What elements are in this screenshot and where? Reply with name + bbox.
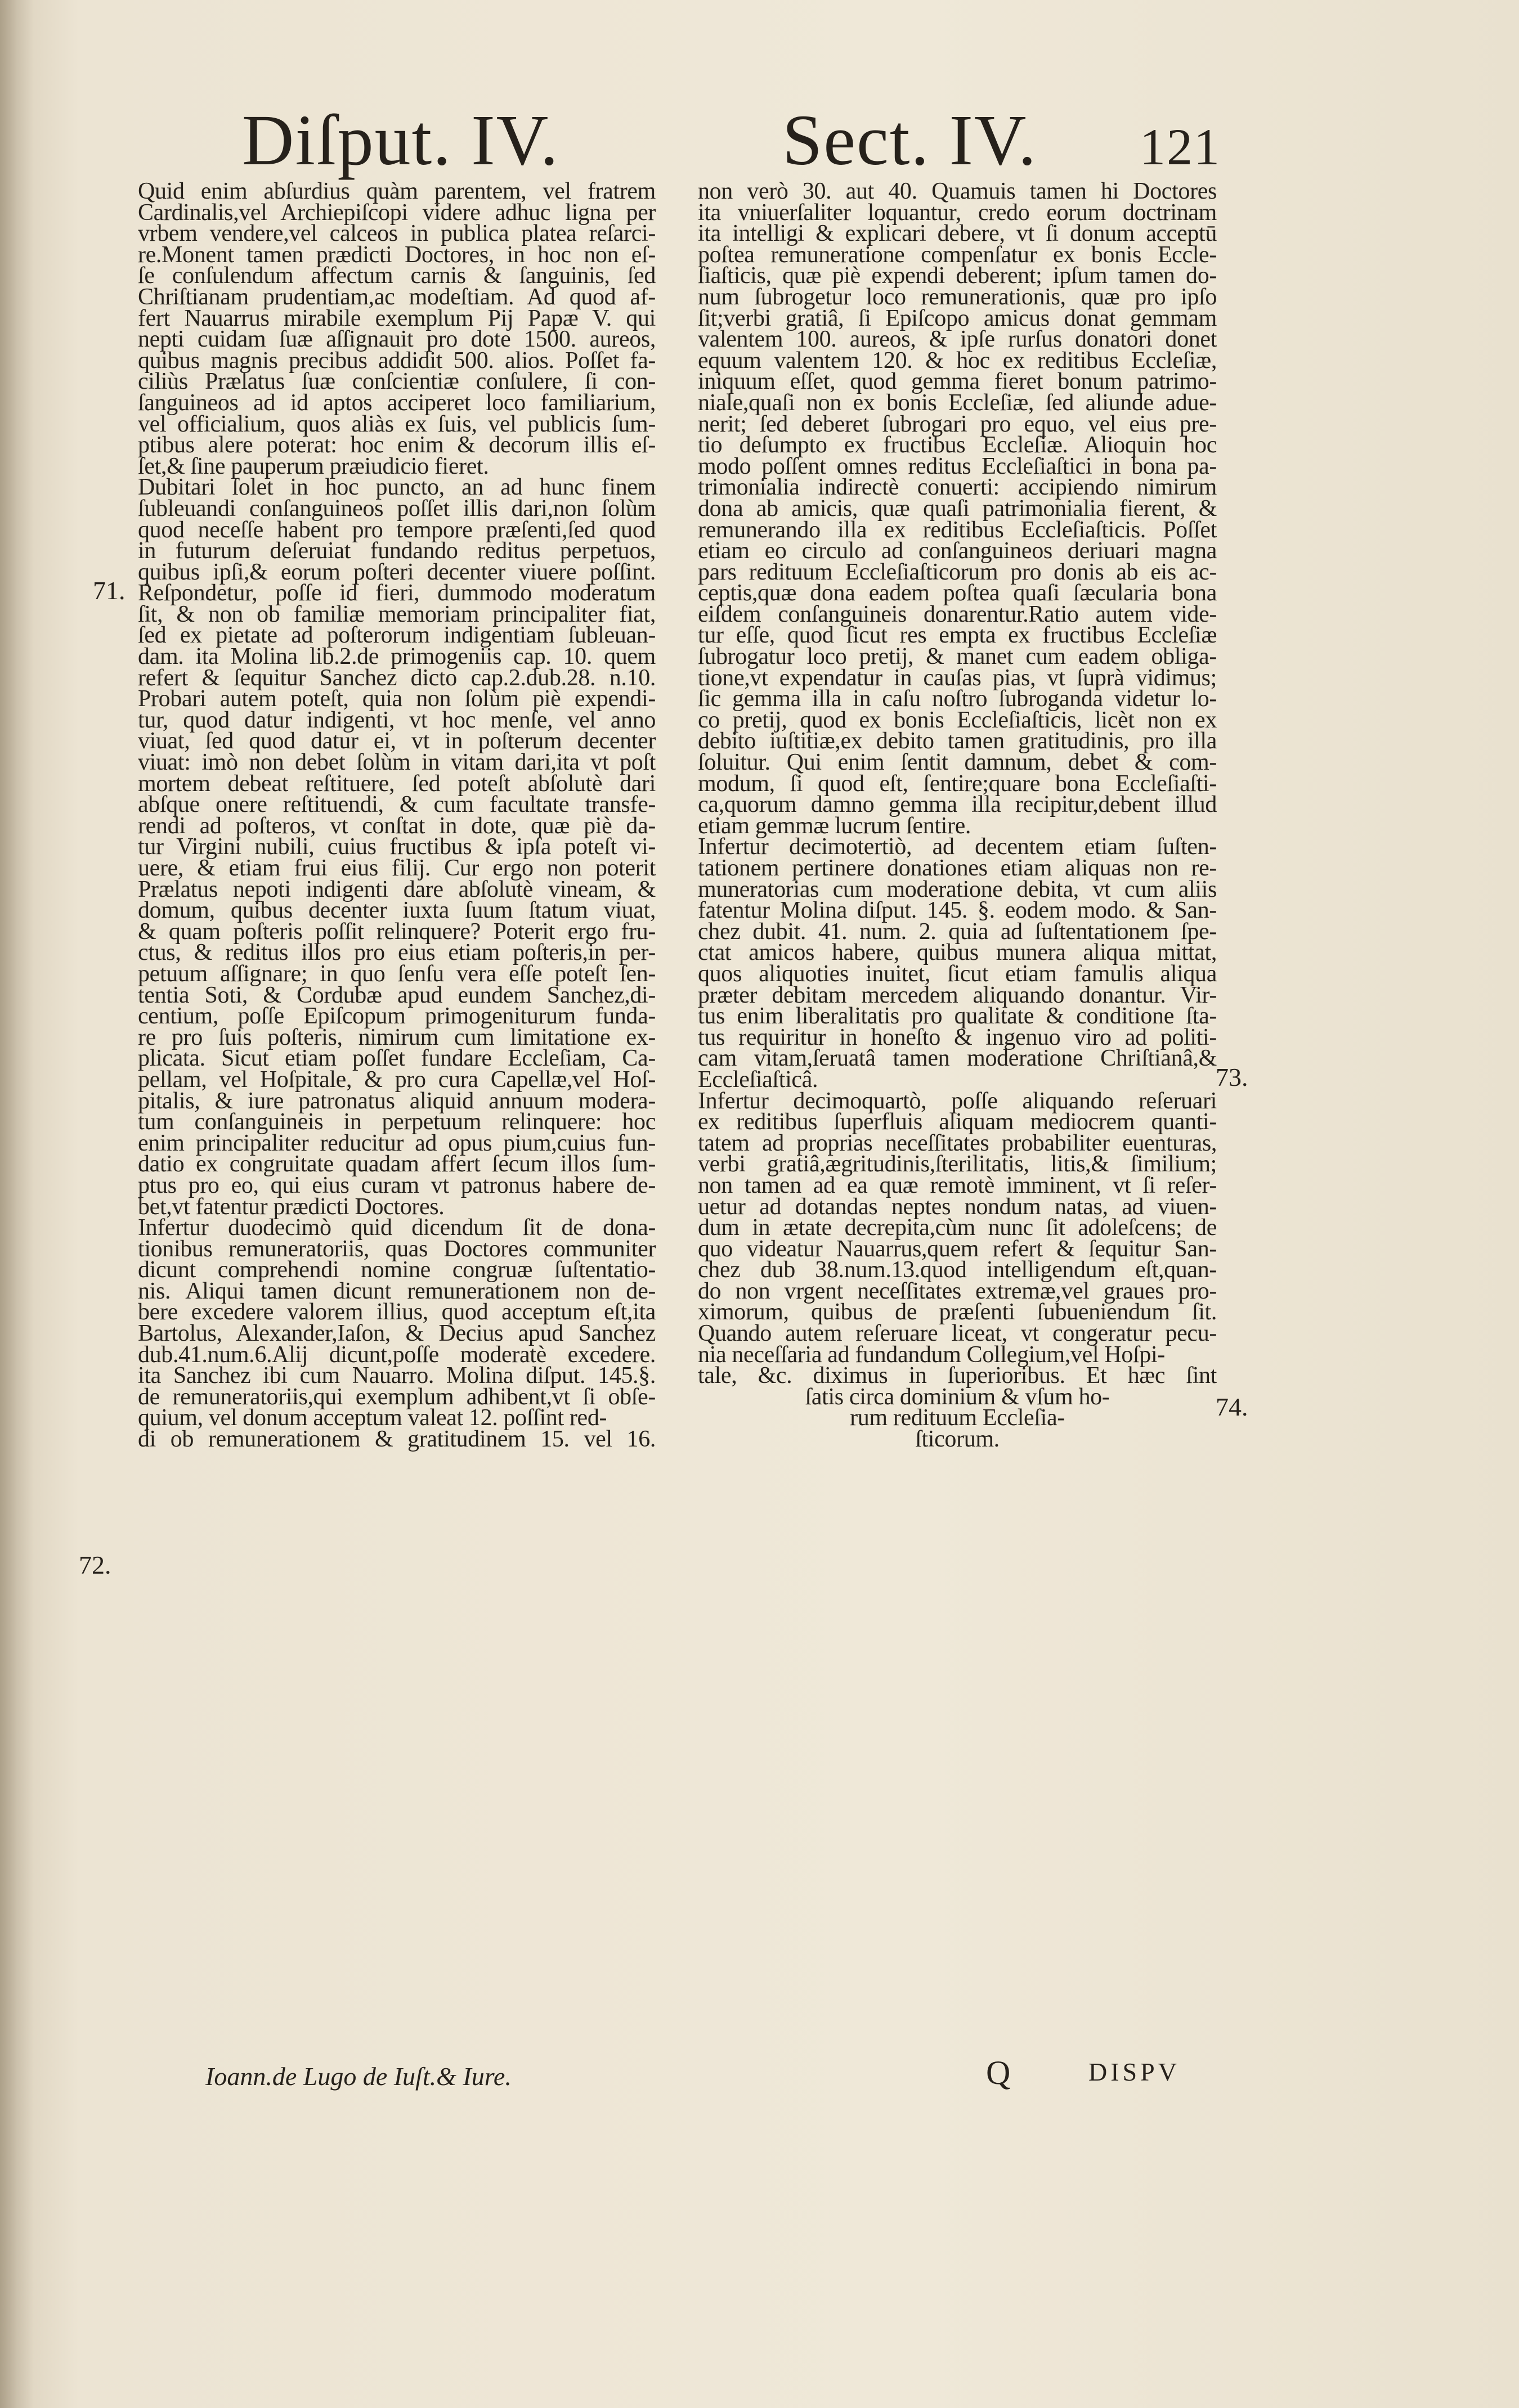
text-line: verbi gratiâ,ægritudinis,ſterilitatis, litis,& ſimilium; xyxy=(698,1151,1217,1178)
left-column xyxy=(138,178,656,1453)
text-line: vrbem vendere,vel calceos in publica platea reſarci- xyxy=(138,221,656,247)
text-line: quod neceſſe habent pro tempore præſenti,ſed quod xyxy=(138,516,656,543)
text-line: Eccleſiaſticâ. xyxy=(698,1066,818,1093)
text-line: rendi ad poſteros, vt conſtat in dote, quæ piè da- xyxy=(138,812,656,839)
text-line: valentem 100. aureos, & ipſe rurſus donatori donet xyxy=(698,326,1217,353)
text-line: ptibus alere poterat: hoc enim & decorum illis eſ- xyxy=(138,432,656,459)
text-line: ſed ex pietate ad poſterorum indigentiam ſubleuan- xyxy=(138,622,656,649)
text-line: uere, & etiam frui eius filij. Cur ergo non poterit xyxy=(138,855,656,881)
text-line: uetur ad dotandas neptes nondum natas, ad viuen- xyxy=(698,1193,1217,1220)
text-line: tus requiritur in honeſto & ingenuo viro ad politi- xyxy=(698,1024,1217,1050)
text-line: tio deſumpto ex fructibus Eccleſiæ. Alioquin hoc xyxy=(698,432,1217,459)
text-line: præter debitam mercedem aliquando donantur. Vir- xyxy=(698,982,1217,1008)
text-line: tur Virgini nubili, cuius fructibus & ipſa poteſt vi- xyxy=(138,834,656,860)
right-column xyxy=(698,178,1217,1453)
text-line: eiſdem conſanguineis donarentur.Ratio autem vide- xyxy=(698,601,1217,627)
text-line: di ob remunerationem & gratitudinem 15. vel 16. xyxy=(138,1426,656,1453)
text-line: vel officialium, quos aliàs ex ſuis, vel publicis ſum- xyxy=(138,411,656,437)
text-line: tione,vt expendatur in cauſas pias, vt ſuprà vidimus; xyxy=(698,664,1217,691)
text-line: tum conſanguineis in perpetuum relinquere: hoc xyxy=(138,1109,656,1135)
text-line: ſe conſulendum affectum carnis & ſanguinis, ſed xyxy=(138,263,656,289)
text-line: co pretij, quod ex bonis Eccleſiaſticis, licèt non ex xyxy=(698,707,1217,733)
text-line: Quid enim abſurdius quàm parentem, vel fratrem xyxy=(138,178,656,204)
text-line: trimonialia indirectè conuerti: accipiendo nimirum xyxy=(698,474,1217,501)
text-line: de remuneratoriis,qui exemplum adhibent,vt ſi obſe- xyxy=(138,1383,656,1410)
text-line: tentia Soti, & Cordubæ apud eundem Sanchez,di- xyxy=(138,982,656,1008)
text-line: Cardinalis,vel Archiepiſcopi videre adhuc ligna per xyxy=(138,199,656,226)
text-line: etiam eo circulo ad conſanguineos deriuari magna xyxy=(698,538,1217,564)
text-line: non tamen ad ea quæ remotè imminent, vt ſi reſer- xyxy=(698,1172,1217,1198)
text-line: ſic gemma illa in caſu noſtro ſubroganda videtur lo- xyxy=(698,686,1217,712)
text-line: domum, quibus decenter iuxta ſuum ſtatum viuat, xyxy=(138,897,656,924)
text-line: ximorum, quibus de præſenti ſubueniendum ſit. xyxy=(698,1299,1217,1326)
header-section: Sect. IV. xyxy=(782,100,1037,180)
text-line: tatem ad proprias neceſſitates probabiliter euenturas, xyxy=(698,1130,1217,1156)
text-line: ptus pro eo, qui eius curam vt patronus habere de- xyxy=(138,1172,656,1198)
text-line: re pro ſuis poſteris, nimirum cum limitatione ex- xyxy=(138,1024,656,1050)
text-line: Quando autem reſeruare liceat, vt congeratur pecu- xyxy=(698,1320,1217,1347)
text-line: ctat amicos habere, quibus munera aliqua mittat, xyxy=(698,940,1217,966)
text-line: etiam gemmæ lucrum ſentire. xyxy=(698,812,971,839)
text-line: fatentur Molina diſput. 145. §. eodem modo. & San- xyxy=(698,897,1217,924)
text-line: chez dubit. 41. num. 2. quia ad ſuſtentationem ſpe- xyxy=(698,918,1217,945)
text-line: quos aliquoties inuitet, ſicut etiam famulis aliqua xyxy=(698,960,1217,987)
text-line: chez dub 38.num.13.quod intelligendum eſt,quan- xyxy=(698,1257,1217,1283)
text-line: Prælatus nepoti indigenti dare abſolutè vineam, & xyxy=(138,876,656,902)
text-line: tale, &c. diximus in ſuperioribus. Et hæc ſint xyxy=(698,1363,1217,1389)
text-line: quibus ipſi,& eorum poſteri decenter viuere poſſint. xyxy=(138,559,656,585)
text-line: ceptis,quæ dona eadem poſtea quaſi ſæcularia bona xyxy=(698,580,1217,607)
text-line: nerit; ſed deberet ſubrogari pro equo, vel eius pre- xyxy=(698,411,1217,437)
text-line: num ſubrogetur loco remunerationis, quæ pro ipſo xyxy=(698,284,1217,310)
text-line: Infertur decimoquartò, poſſe aliquando reſeruari xyxy=(698,1088,1217,1114)
text-line: mortem debeat reſtituere, ſed poteſt abſolutè dari xyxy=(138,770,656,797)
text-line: Reſpondetur, poſſe id fieri, dummodo moderatum xyxy=(138,580,656,607)
text-line: tur eſſe, quod ſicut res empta ex fructibus Eccleſiæ xyxy=(698,622,1217,649)
text-line: ſiaſticis, quæ piè expendi deberent; ipſum tamen do- xyxy=(698,263,1217,289)
text-line: & quam poſteris poſſit relinquere? Poterit ergo fru- xyxy=(138,918,656,945)
margin-number-71: 71. xyxy=(93,576,126,605)
signature-mark: Q xyxy=(986,2054,1011,2091)
text-line: ex reditibus ſuperfluis aliquam mediocrem quanti- xyxy=(698,1109,1217,1135)
text-line: pellam, vel Hoſpitale, & pro cura Capellæ,vel Hoſ- xyxy=(138,1066,656,1093)
text-line: muneratorias cum moderatione debita, vt cum aliis xyxy=(698,876,1217,902)
text-line: dona ab amicis, quæ quaſi patrimonialia fierent, & xyxy=(698,495,1217,522)
text-line: datio ex congruitate quadam affert ſecum illos ſum- xyxy=(138,1151,656,1178)
text-line: ſubrogatur loco pretij, & manet cum eadem obliga- xyxy=(698,644,1217,670)
text-line: tionibus remuneratoriis, quas Doctores communiter xyxy=(138,1236,656,1262)
text-line: dub.41.num.6.Alij dicunt,poſſe moderatè excedere. xyxy=(138,1341,656,1368)
text-line: tur, quod datur indigenti, vt hoc menſe, vel anno xyxy=(138,707,656,733)
text-line: ita Sanchez ibi cum Nauarro. Molina diſput. 145.§. xyxy=(138,1363,656,1389)
text-line: ſatis circa dominium & vſum ho- xyxy=(805,1383,1110,1410)
text-line: bet,vt fatentur prædicti Doctores. xyxy=(138,1193,445,1220)
text-line: Dubitari ſolet in hoc puncto, an ad hunc finem xyxy=(138,474,656,501)
text-line: equum valentem 120. & hoc ex reditibus Eccleſiæ, xyxy=(698,347,1217,374)
text-line: dicunt comprehendi nomine congruæ ſuſtentatio- xyxy=(138,1257,656,1283)
text-line: pars redituum Eccleſiaſticorum pro donis ab eis ac- xyxy=(698,559,1217,585)
text-line: nepti cuidam ſuæ aſſignauit pro dote 1500. aureos, xyxy=(138,326,656,353)
text-line: plicata. Sicut etiam poſſet fundare Eccleſiam, Ca- xyxy=(138,1045,656,1072)
text-line: ctus, & reditus illos pro eius etiam poſteris,in per- xyxy=(138,940,656,966)
page-number: 121 xyxy=(1140,118,1221,176)
text-line: viuat, ſed quod datur ei, vt in poſterum decenter xyxy=(138,728,656,754)
text-line: modum, ſi quod eſt, ſentire;quare bona Eccleſiaſti- xyxy=(698,770,1217,797)
text-line: ſubleuandi conſanguineos poſſet illis dari,non ſolùm xyxy=(138,495,656,522)
text-line: ſet,& ſine pauperum præiudicio fieret. xyxy=(138,453,489,479)
text-line: ſanguineos ad id aptos acciperet loco familiarium, xyxy=(138,389,656,416)
text-line: do non vrgent neceſſitates extremæ,vel graues pro- xyxy=(698,1278,1217,1304)
text-line: debito iuſtitiæ,ex debito tamen gratitudinis, pro illa xyxy=(698,728,1217,754)
text-line: modo poſſent omnes reditus Eccleſiaſtici in bona pa- xyxy=(698,453,1217,479)
text-line: fert Nauarrus mirabile exemplum Pij Papæ V. qui xyxy=(138,305,656,331)
text-line: non verò 30. aut 40. Quamuis tamen hi Doctores xyxy=(698,178,1217,204)
text-line: centium, poſſe Epiſcopum primogeniturum funda- xyxy=(138,1003,656,1030)
margin-number-73: 73. xyxy=(1216,1063,1248,1091)
text-line: ita vniuerſaliter loquantur, credo eorum doctrinam xyxy=(698,199,1217,226)
header-disputation: Diſput. IV. xyxy=(242,100,559,180)
text-line: refert & ſequitur Sanchez dicto cap.2.dub.28. n.10. xyxy=(138,664,656,691)
text-line: quo videatur Nauarrus,quem refert & ſequitur San- xyxy=(698,1236,1217,1262)
text-line: Chriſtianam prudentiam,ac modeſtiam. Ad quod af- xyxy=(138,284,656,310)
text-line: Infertur duodecimò quid dicendum ſit de dona- xyxy=(138,1215,656,1241)
text-line: quibus magnis precibus addidit 500. alios. Poſſet fa- xyxy=(138,347,656,374)
margin-number-74: 74. xyxy=(1216,1392,1248,1421)
text-line: tationem pertinere donationes etiam aliquas non re- xyxy=(698,855,1217,881)
text-line: tus enim liberalitatis pro qualitate & conditione ſta- xyxy=(698,1003,1217,1030)
text-line: abſque onere reſtituendi, & cum facultate transfe- xyxy=(138,792,656,818)
text-line: quium, vel donum acceptum valeat 12. poſſint red- xyxy=(138,1405,607,1431)
text-line: rum redituum Eccleſia- xyxy=(850,1405,1065,1431)
text-line: Infertur decimotertiò, ad decentem etiam ſuſten- xyxy=(698,834,1217,860)
text-line: ſticorum. xyxy=(915,1426,1000,1453)
text-line: petuum aſſignare; in quo ſenſu vera eſſe poteſt ſen- xyxy=(138,960,656,987)
text-line: ſit;verbi gratiâ, ſi Epiſcopo amicus donat gemmam xyxy=(698,305,1217,331)
margin-number-72: 72. xyxy=(79,1551,111,1579)
text-line: ita intelligi & explicari debere, vt ſi donum acceptū xyxy=(698,221,1217,247)
text-line: ciliùs Prælatus ſuæ conſcientiæ conſulere, ſi con- xyxy=(138,369,656,395)
text-line: dam. ita Molina lib.2.de primogeniis cap. 10. quem xyxy=(138,644,656,670)
text-line: remunerando illa ex reditibus Eccleſiaſticis. Poſſet xyxy=(698,516,1217,543)
text-line: niale,quaſi non ex bonis Eccleſiæ, ſed aliunde adue- xyxy=(698,389,1217,416)
text-line: cam vitam,ſeruatâ tamen moderatione Chriſtianâ,& xyxy=(698,1045,1217,1072)
binding-shadow xyxy=(0,0,34,2408)
text-line: iniquum eſſet, quod gemma fieret bonum patrimo- xyxy=(698,369,1217,395)
text-line: ſoluitur. Qui enim ſentit damnum, debet & com- xyxy=(698,749,1217,776)
text-line: ca,quorum damno gemma illa recipitur,debent illud xyxy=(698,792,1217,818)
text-line: dum in ætate decrepita,cùm nunc ſit adoleſcens; de xyxy=(698,1215,1217,1241)
text-line: nis. Aliqui tamen dicunt remunerationem non de- xyxy=(138,1278,656,1304)
catchword: DISPV xyxy=(1088,2057,1180,2086)
text-line: ſit, & non ob familiæ memoriam principaliter fiat, xyxy=(138,601,656,627)
text-line: bere excedere valorem illius, quod acceptum eſt,ita xyxy=(138,1299,656,1326)
text-line: re.Monent tamen prædicti Doctores, in hoc non eſ- xyxy=(138,241,656,268)
text-line: enim principaliter reducitur ad opus pium,cuius fun- xyxy=(138,1130,656,1156)
footer-running-title: Ioann.de Lugo de Iuſt.& Iure. xyxy=(205,2062,512,2091)
text-line: nia neceſſaria ad fundandum Collegium,vel Hoſpi- xyxy=(698,1341,1165,1368)
text-line: viuat: imò non debet ſolùm in vitam dari,ita vt poſt xyxy=(138,749,656,776)
text-line: Probari autem poteſt, quia non ſolùm piè expendi- xyxy=(138,686,656,712)
text-line: in futurum deſeruiat fundando reditus perpetuos, xyxy=(138,538,656,564)
text-line: pitalis, & iure patronatus aliquid annuum modera- xyxy=(138,1088,656,1114)
text-line: poſtea remuneratione compenſatur ex bonis Eccle- xyxy=(698,241,1217,268)
text-line: Bartolus, Alexander,Iaſon, & Decius apud Sanchez xyxy=(138,1320,656,1347)
